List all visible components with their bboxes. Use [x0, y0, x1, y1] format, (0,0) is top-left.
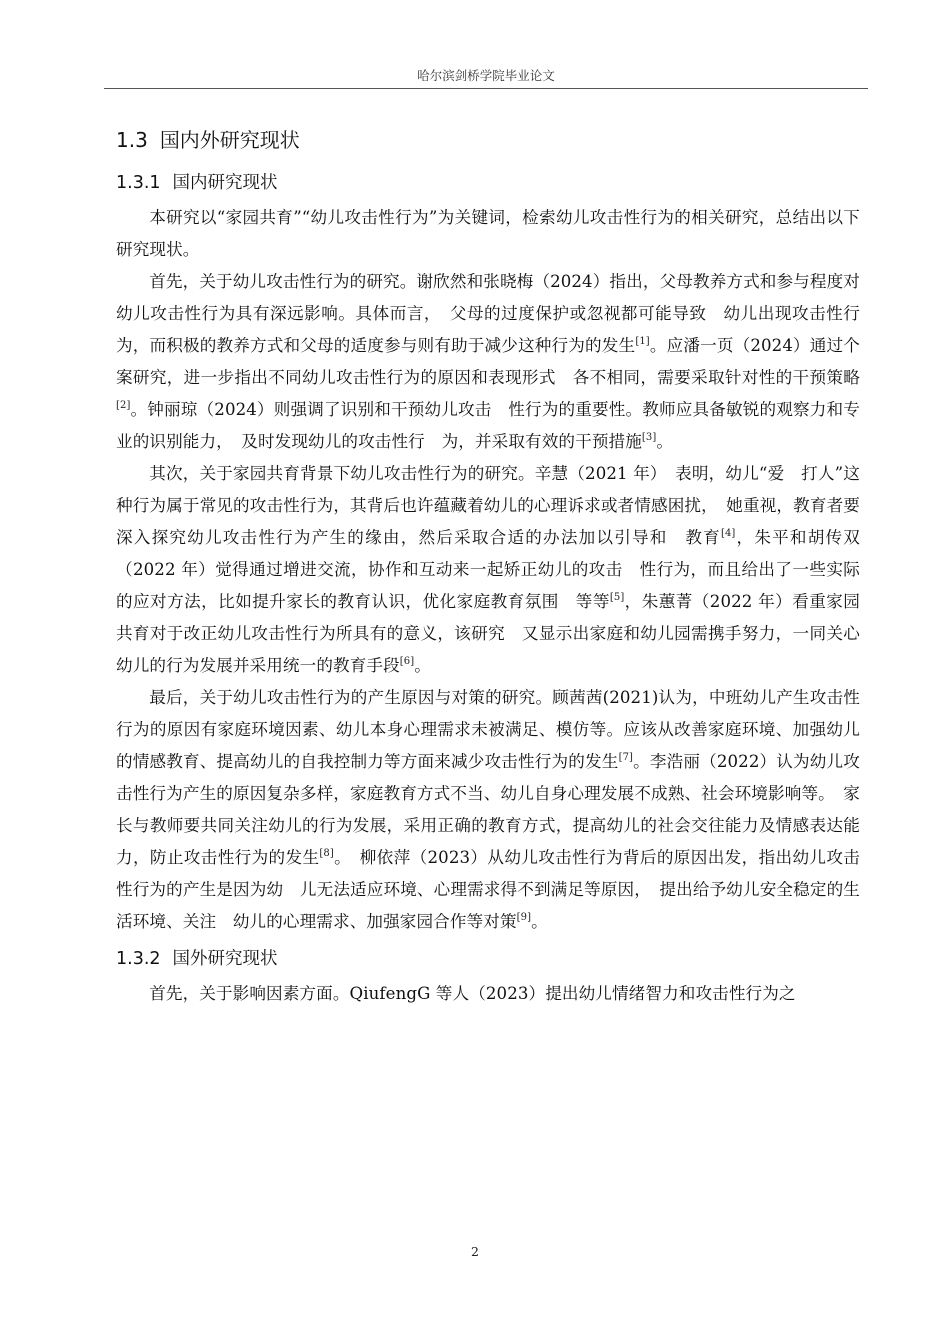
paragraph-text: 。 柳依萍（2023）从幼儿攻击性行为背后的原因出发，指出幼儿攻击性行为的产生是因为幼 儿无法适应环境、心理需求得不到满足等原因， 提出给予幼儿安全稳定的生活环境、关注 幼儿的心理需求、加强家园合作等对策 — [116, 848, 861, 931]
header-rule — [104, 88, 868, 89]
citation-7: [7] — [618, 752, 634, 763]
paragraph-text: ，朱蕙菁（2022 年）看重家园共育对于改正幼儿攻击性行为所具有的意义，该研究 又显示出家庭和幼儿园需携手努力，一同关心幼儿的行为发展并采用统一的教育手段 — [116, 592, 860, 675]
paragraph-text: ，朱平和胡传双（2022 年）觉得通过增进交流，协作和互动来一起矫正幼儿的攻击 性行为，而且给出了一些实际的应对方法，比如提升家长的教育认识，优化家庭教育氛围 等等 — [116, 528, 860, 611]
citation-9: [9] — [516, 912, 532, 923]
paragraph-text: 其次，关于家园共育背景下幼儿攻击性行为的研究。辛慧（2021 年） 表明，幼儿“爱 打人”这种行为属于常见的攻击性行为，其背后也许蕴藏着幼儿的心理诉求或者情感困扰， 她重视，教育者要深入探究幼儿攻击性行为产生的缘由，然后采取合适的办法加以引导和 教育 — [116, 464, 860, 547]
paragraph-text: 。李浩丽（2022）认为幼儿攻击性行为产生的原因复杂多样，家庭教育方式不当、幼儿自身心理发展不成熟、社会环境影响等。 家长与教师要共同关注幼儿的行为发展，采用正确的教育方式，提高幼儿的社会交往能力及情感表达能力，防止攻击性行为的发生 — [116, 752, 860, 867]
paragraph-intro: 本研究以“家园共育”“幼儿攻击性行为”为关键词，检索幼儿攻击性行为的相关研究，总结出以下研究现状。 — [116, 208, 860, 259]
paragraph-aggression-research — [116, 266, 860, 458]
subsection-number: 1.3.2 — [116, 949, 161, 969]
citation-8: [8] — [319, 848, 334, 859]
section-title: 国内外研究现状 — [159, 128, 300, 152]
subsection-number: 1.3.1 — [116, 173, 161, 193]
citation-3: [3] — [641, 432, 657, 443]
subsection-heading-foreign — [116, 944, 860, 974]
paragraph-influencing-factors: 首先，关于影响因素方面。QiufengG 等人（2023）提出幼儿情绪智力和攻击性行为之 — [149, 984, 796, 1003]
subsection-title: 国外研究现状 — [172, 949, 278, 969]
page-body — [116, 118, 860, 1010]
paragraph-text: 。应潘一页（2024）通过个案研究，进一步指出不同幼儿攻击性行为的原因和表现形式 各不相同，需要采取针对性的干预策略 — [116, 336, 860, 387]
citation-6: [6] — [399, 656, 415, 667]
paragraph-home-school-research — [116, 458, 860, 682]
section-heading — [116, 124, 860, 156]
citation-4: [4] — [720, 528, 736, 539]
paragraph-text: 。 — [531, 912, 548, 931]
paragraph-causes-strategies — [116, 682, 860, 938]
running-header: 哈尔滨剑桥学院毕业论文 — [417, 68, 555, 83]
paragraph-text: 。 — [414, 656, 431, 675]
citation-5: [5] — [609, 592, 625, 603]
paragraph-text: 首先，关于幼儿攻击性行为的研究。谢欣然和张晓梅（2024）指出，父母教养方式和参与程度对幼儿攻击性行为具有深远影响。具体而言， 父母的过度保护或忽视都可能导致 幼儿出现攻击性行为，而积极的教养方式和父母的适度参与则有助于减少这种行为的发生 — [116, 272, 860, 355]
page-number: 2 — [471, 1244, 479, 1259]
paragraph-text: 。钟丽琼（2024）则强调了识别和干预幼儿攻击 性行为的重要性。教师应具备敏锐的观察力和专业的识别能力， 及时发现幼儿的攻击性行 为，并采取有效的干预措施 — [116, 400, 860, 451]
citation-1: [1] — [635, 336, 650, 347]
section-number: 1.3 — [116, 128, 148, 152]
paragraph-text: 。 — [656, 432, 674, 451]
citation-2: [2] — [116, 400, 131, 411]
subsection-heading-domestic — [116, 168, 860, 198]
paragraph-text: 最后，关于幼儿攻击性行为的产生原因与对策的研究。顾茜茜(2021)认为，中班幼儿产生攻击性行为的原因有家庭环境因素、幼儿本身心理需求未被满足、模仿等。应该从改善家庭环境、加强幼儿的情感教育、提高幼儿的自我控制力等方面来减少攻击性行为的发生 — [116, 688, 860, 771]
subsection-title: 国内研究现状 — [172, 173, 278, 193]
